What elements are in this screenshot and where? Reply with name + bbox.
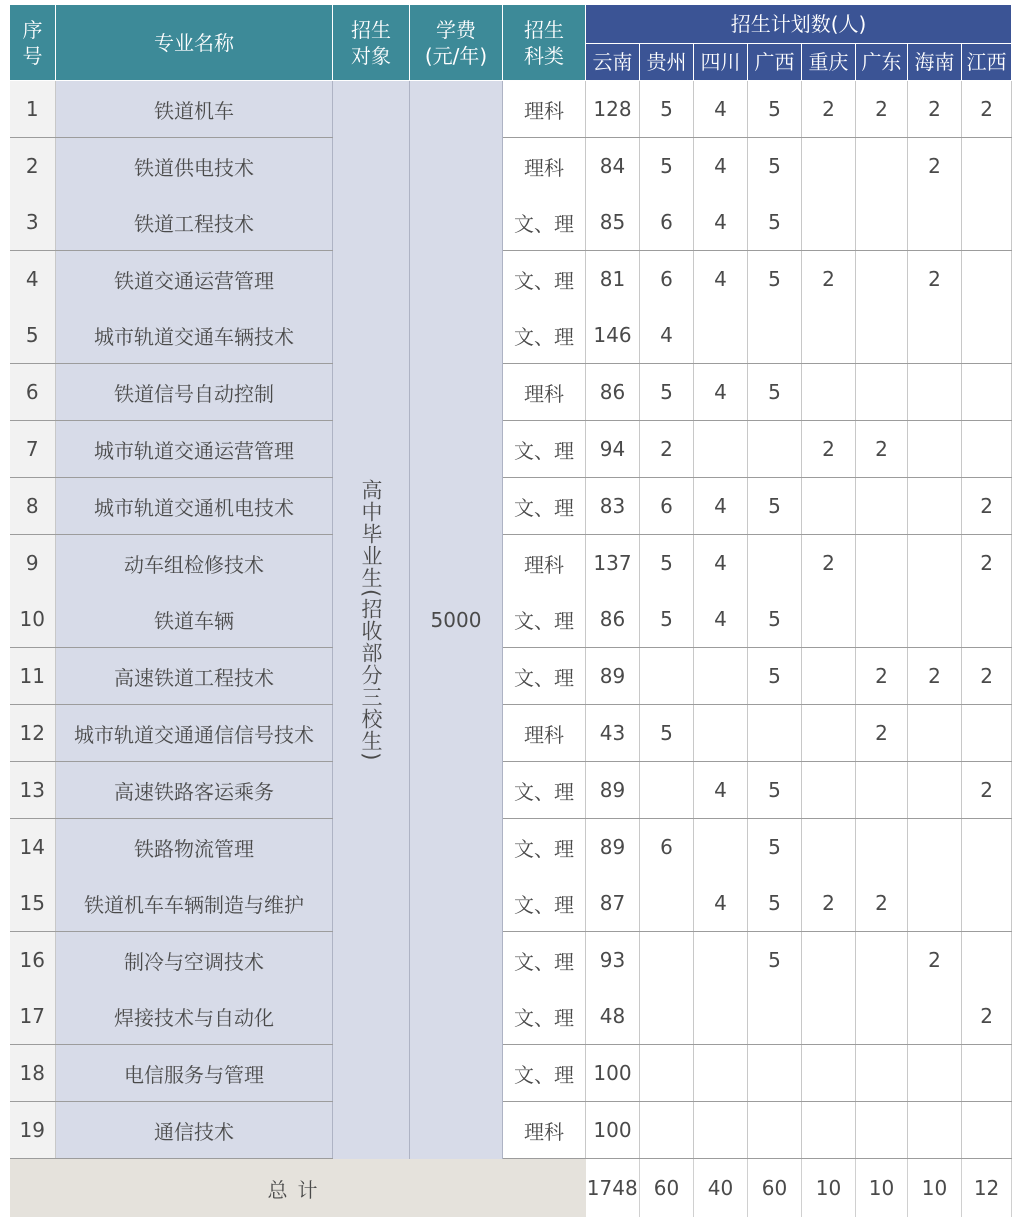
row-major-name: 高速铁路客运乘务 [56, 762, 333, 819]
row-count-cell: 5 [748, 251, 802, 308]
row-count-cell: 5 [748, 875, 802, 932]
row-count-cell: 2 [908, 648, 962, 705]
row-count-cell: 5 [640, 591, 694, 648]
row-count-cell: 2 [962, 762, 1012, 819]
row-major-name: 城市轨道交通通信信号技术 [56, 705, 333, 762]
h-idx-text: 序 号 [22, 17, 43, 68]
table-row [10, 875, 1012, 932]
table-row [10, 1102, 1012, 1159]
row-major-name: 铁道车辆 [56, 591, 333, 648]
row-index: 17 [10, 988, 56, 1045]
row-index: 3 [10, 194, 56, 251]
row-count-cell: 5 [748, 364, 802, 421]
row-count-cell [908, 307, 962, 364]
table-row [10, 251, 1012, 308]
row-count-cell: 87 [586, 875, 640, 932]
row-category: 文、理 [503, 251, 586, 308]
row-count-cell [962, 138, 1012, 195]
row-index: 13 [10, 762, 56, 819]
total-count-cell: 60 [640, 1159, 694, 1218]
row-count-cell [802, 819, 856, 876]
row-category: 文、理 [503, 478, 586, 535]
row-major-name: 铁道信号自动控制 [56, 364, 333, 421]
row-count-cell [962, 421, 1012, 478]
row-index: 9 [10, 535, 56, 592]
row-count-cell [748, 421, 802, 478]
row-count-cell [908, 591, 962, 648]
row-count-cell: 2 [856, 81, 908, 138]
table-row [10, 705, 1012, 762]
table-row [10, 819, 1012, 876]
row-index: 18 [10, 1045, 56, 1102]
row-count-cell: 5 [640, 138, 694, 195]
row-major-name: 铁道机车 [56, 81, 333, 138]
row-index: 8 [10, 478, 56, 535]
row-count-cell [856, 762, 908, 819]
row-count-cell: 6 [640, 819, 694, 876]
row-count-cell [748, 705, 802, 762]
header-category [503, 5, 586, 81]
row-count-cell: 6 [640, 478, 694, 535]
row-count-cell: 137 [586, 535, 640, 592]
row-count-cell [802, 705, 856, 762]
row-major-name: 铁道交通运营管理 [56, 251, 333, 308]
row-category: 理科 [503, 535, 586, 592]
row-count-cell [802, 1045, 856, 1102]
row-index: 1 [10, 81, 56, 138]
row-count-cell: 2 [802, 81, 856, 138]
header-province: 广西 [748, 44, 802, 81]
row-major-name: 铁道供电技术 [56, 138, 333, 195]
row-index: 6 [10, 364, 56, 421]
row-count-cell [802, 932, 856, 989]
row-count-cell: 2 [908, 138, 962, 195]
row-count-cell: 5 [748, 819, 802, 876]
row-count-cell: 4 [694, 875, 748, 932]
row-count-cell: 2 [908, 251, 962, 308]
row-count-cell [694, 648, 748, 705]
row-count-cell [802, 648, 856, 705]
row-category: 文、理 [503, 421, 586, 478]
row-index: 5 [10, 307, 56, 364]
row-count-cell [856, 1045, 908, 1102]
row-count-cell: 6 [640, 194, 694, 251]
row-count-cell: 4 [694, 364, 748, 421]
total-label: 总计 [10, 1159, 586, 1218]
row-count-cell: 5 [748, 648, 802, 705]
row-count-cell: 5 [640, 81, 694, 138]
row-count-cell [802, 762, 856, 819]
row-count-cell [694, 421, 748, 478]
row-count-cell [962, 875, 1012, 932]
row-count-cell: 4 [694, 762, 748, 819]
tuition-fee: 5000 [410, 81, 503, 1159]
header-province: 海南 [908, 44, 962, 81]
row-count-cell [802, 478, 856, 535]
row-count-cell: 5 [748, 478, 802, 535]
row-count-cell [748, 307, 802, 364]
row-category: 理科 [503, 138, 586, 195]
row-count-cell [962, 705, 1012, 762]
row-count-cell: 4 [694, 478, 748, 535]
row-count-cell: 2 [962, 81, 1012, 138]
table-row [10, 364, 1012, 421]
table-row [10, 478, 1012, 535]
row-count-cell: 2 [802, 251, 856, 308]
row-count-cell: 146 [586, 307, 640, 364]
row-count-cell [908, 194, 962, 251]
row-count-cell: 4 [694, 251, 748, 308]
h-fee-text: 学费 (元/年) [424, 17, 488, 68]
row-count-cell [694, 988, 748, 1045]
row-category: 理科 [503, 364, 586, 421]
table-row [10, 591, 1012, 648]
row-count-cell: 2 [802, 421, 856, 478]
row-count-cell: 2 [962, 478, 1012, 535]
row-count-cell: 94 [586, 421, 640, 478]
row-count-cell [856, 932, 908, 989]
row-count-cell [962, 1045, 1012, 1102]
h-target-text: 招生 对象 [351, 17, 391, 68]
row-count-cell [908, 762, 962, 819]
row-count-cell [908, 819, 962, 876]
row-index: 19 [10, 1102, 56, 1159]
row-count-cell [908, 421, 962, 478]
row-index: 14 [10, 819, 56, 876]
table-row [10, 535, 1012, 592]
row-count-cell [908, 1102, 962, 1159]
row-major-name: 铁路物流管理 [56, 819, 333, 876]
table-row [10, 194, 1012, 251]
row-count-cell: 4 [694, 535, 748, 592]
total-count-cell: 40 [694, 1159, 748, 1218]
row-count-cell [640, 648, 694, 705]
row-count-cell [694, 307, 748, 364]
row-count-cell: 85 [586, 194, 640, 251]
row-index: 12 [10, 705, 56, 762]
table-row [10, 932, 1012, 989]
row-category: 文、理 [503, 988, 586, 1045]
row-count-cell [640, 762, 694, 819]
row-count-cell [908, 535, 962, 592]
row-count-cell [748, 988, 802, 1045]
row-count-cell [640, 988, 694, 1045]
row-count-cell [694, 819, 748, 876]
row-count-cell [640, 932, 694, 989]
row-count-cell: 100 [586, 1045, 640, 1102]
row-major-name: 制冷与空调技术 [56, 932, 333, 989]
row-index: 16 [10, 932, 56, 989]
row-count-cell: 6 [640, 251, 694, 308]
header-province: 广东 [856, 44, 908, 81]
row-count-cell: 2 [640, 421, 694, 478]
row-count-cell: 83 [586, 478, 640, 535]
header-target [333, 5, 410, 81]
row-count-cell: 89 [586, 762, 640, 819]
row-category: 文、理 [503, 819, 586, 876]
header-plan: 招生计划数(人) [586, 5, 1012, 44]
row-category: 文、理 [503, 875, 586, 932]
row-count-cell [856, 251, 908, 308]
row-major-name: 铁道机车车辆制造与维护 [56, 875, 333, 932]
row-index: 7 [10, 421, 56, 478]
row-major-name: 铁道工程技术 [56, 194, 333, 251]
row-index: 10 [10, 591, 56, 648]
row-count-cell [856, 307, 908, 364]
row-count-cell [962, 194, 1012, 251]
table-row [10, 81, 1012, 138]
header-province: 重庆 [802, 44, 856, 81]
row-count-cell: 48 [586, 988, 640, 1045]
row-count-cell: 5 [748, 932, 802, 989]
row-count-cell [802, 194, 856, 251]
row-major-name: 动车组检修技术 [56, 535, 333, 592]
row-count-cell: 5 [748, 81, 802, 138]
row-count-cell: 5 [748, 138, 802, 195]
row-count-cell: 5 [748, 591, 802, 648]
row-index: 11 [10, 648, 56, 705]
row-major-name: 城市轨道交通运营管理 [56, 421, 333, 478]
header-index [10, 5, 56, 81]
row-count-cell: 4 [640, 307, 694, 364]
row-count-cell [640, 875, 694, 932]
row-count-cell: 93 [586, 932, 640, 989]
row-count-cell [856, 478, 908, 535]
row-count-cell [802, 364, 856, 421]
row-count-cell [802, 988, 856, 1045]
total-count-cell: 60 [748, 1159, 802, 1218]
row-count-cell [856, 1102, 908, 1159]
row-count-cell: 89 [586, 648, 640, 705]
row-major-name: 电信服务与管理 [56, 1045, 333, 1102]
table-row [10, 762, 1012, 819]
row-major-name: 焊接技术与自动化 [56, 988, 333, 1045]
row-count-cell [908, 1045, 962, 1102]
row-count-cell [856, 138, 908, 195]
table-row [10, 421, 1012, 478]
total-count-cell: 12 [962, 1159, 1012, 1218]
row-category: 文、理 [503, 591, 586, 648]
row-count-cell [694, 1102, 748, 1159]
row-count-cell: 128 [586, 81, 640, 138]
row-count-cell [748, 1102, 802, 1159]
row-category: 文、理 [503, 307, 586, 364]
row-count-cell [908, 705, 962, 762]
row-count-cell [694, 1045, 748, 1102]
row-count-cell [640, 1102, 694, 1159]
row-count-cell [962, 932, 1012, 989]
row-count-cell: 86 [586, 591, 640, 648]
header-name: 专业名称 [56, 5, 333, 81]
row-index: 15 [10, 875, 56, 932]
row-category: 理科 [503, 1102, 586, 1159]
row-count-cell: 2 [962, 648, 1012, 705]
row-count-cell: 4 [694, 591, 748, 648]
row-count-cell: 2 [856, 875, 908, 932]
row-count-cell [908, 875, 962, 932]
enrollment-plan-table-container [9, 4, 1011, 1217]
row-major-name: 城市轨道交通车辆技术 [56, 307, 333, 364]
row-count-cell [802, 1102, 856, 1159]
row-count-cell [962, 1102, 1012, 1159]
row-index: 2 [10, 138, 56, 195]
row-count-cell [962, 591, 1012, 648]
total-count-cell: 10 [908, 1159, 962, 1218]
row-major-name: 通信技术 [56, 1102, 333, 1159]
row-count-cell [962, 819, 1012, 876]
row-count-cell [962, 251, 1012, 308]
row-category: 文、理 [503, 1045, 586, 1102]
row-count-cell: 43 [586, 705, 640, 762]
row-count-cell [962, 364, 1012, 421]
table-row [10, 988, 1012, 1045]
row-count-cell [856, 591, 908, 648]
row-count-cell: 5 [748, 762, 802, 819]
row-count-cell [856, 194, 908, 251]
row-count-cell: 4 [694, 194, 748, 251]
header-province: 贵州 [640, 44, 694, 81]
row-count-cell: 2 [856, 648, 908, 705]
row-count-cell: 81 [586, 251, 640, 308]
table-row [10, 138, 1012, 195]
row-count-cell: 2 [856, 705, 908, 762]
total-count-cell: 10 [856, 1159, 908, 1218]
row-count-cell [856, 535, 908, 592]
row-count-cell: 5 [640, 705, 694, 762]
target-students: 高中毕业生(招收部分三校生) [333, 81, 410, 1159]
header-province: 四川 [694, 44, 748, 81]
table-row [10, 307, 1012, 364]
total-count-cell: 10 [802, 1159, 856, 1218]
row-count-cell [908, 364, 962, 421]
row-category: 文、理 [503, 762, 586, 819]
row-count-cell: 5 [640, 364, 694, 421]
row-count-cell [640, 1045, 694, 1102]
header-province: 云南 [586, 44, 640, 81]
row-category: 文、理 [503, 194, 586, 251]
row-count-cell: 4 [694, 138, 748, 195]
row-count-cell [856, 988, 908, 1045]
row-count-cell: 2 [962, 535, 1012, 592]
row-count-cell: 2 [962, 988, 1012, 1045]
table-row [10, 648, 1012, 705]
row-count-cell: 5 [748, 194, 802, 251]
row-count-cell [962, 307, 1012, 364]
row-count-cell: 100 [586, 1102, 640, 1159]
enrollment-plan-table [9, 4, 1012, 1217]
row-count-cell [856, 819, 908, 876]
row-count-cell [908, 988, 962, 1045]
row-count-cell [908, 478, 962, 535]
row-count-cell: 2 [908, 81, 962, 138]
row-category: 理科 [503, 81, 586, 138]
row-count-cell [694, 932, 748, 989]
row-count-cell [802, 138, 856, 195]
row-category: 文、理 [503, 932, 586, 989]
row-category: 理科 [503, 705, 586, 762]
h-cat-text: 招生 科类 [524, 17, 564, 68]
row-category: 文、理 [503, 648, 586, 705]
row-count-cell: 2 [802, 535, 856, 592]
row-count-cell [802, 307, 856, 364]
row-count-cell [802, 591, 856, 648]
header-province: 江西 [962, 44, 1012, 81]
row-count-cell: 2 [908, 932, 962, 989]
row-count-cell [748, 535, 802, 592]
row-major-name: 高速铁道工程技术 [56, 648, 333, 705]
row-count-cell [748, 1045, 802, 1102]
row-count-cell [856, 364, 908, 421]
row-count-cell: 2 [802, 875, 856, 932]
row-count-cell: 4 [694, 81, 748, 138]
row-count-cell: 89 [586, 819, 640, 876]
row-count-cell: 5 [640, 535, 694, 592]
row-count-cell: 84 [586, 138, 640, 195]
row-count-cell [694, 705, 748, 762]
total-row [10, 1159, 1012, 1218]
row-index: 4 [10, 251, 56, 308]
row-count-cell: 2 [856, 421, 908, 478]
table-row [10, 1045, 1012, 1102]
header-fee [410, 5, 503, 81]
row-count-cell: 86 [586, 364, 640, 421]
row-major-name: 城市轨道交通机电技术 [56, 478, 333, 535]
total-count-cell: 1748 [586, 1159, 640, 1218]
